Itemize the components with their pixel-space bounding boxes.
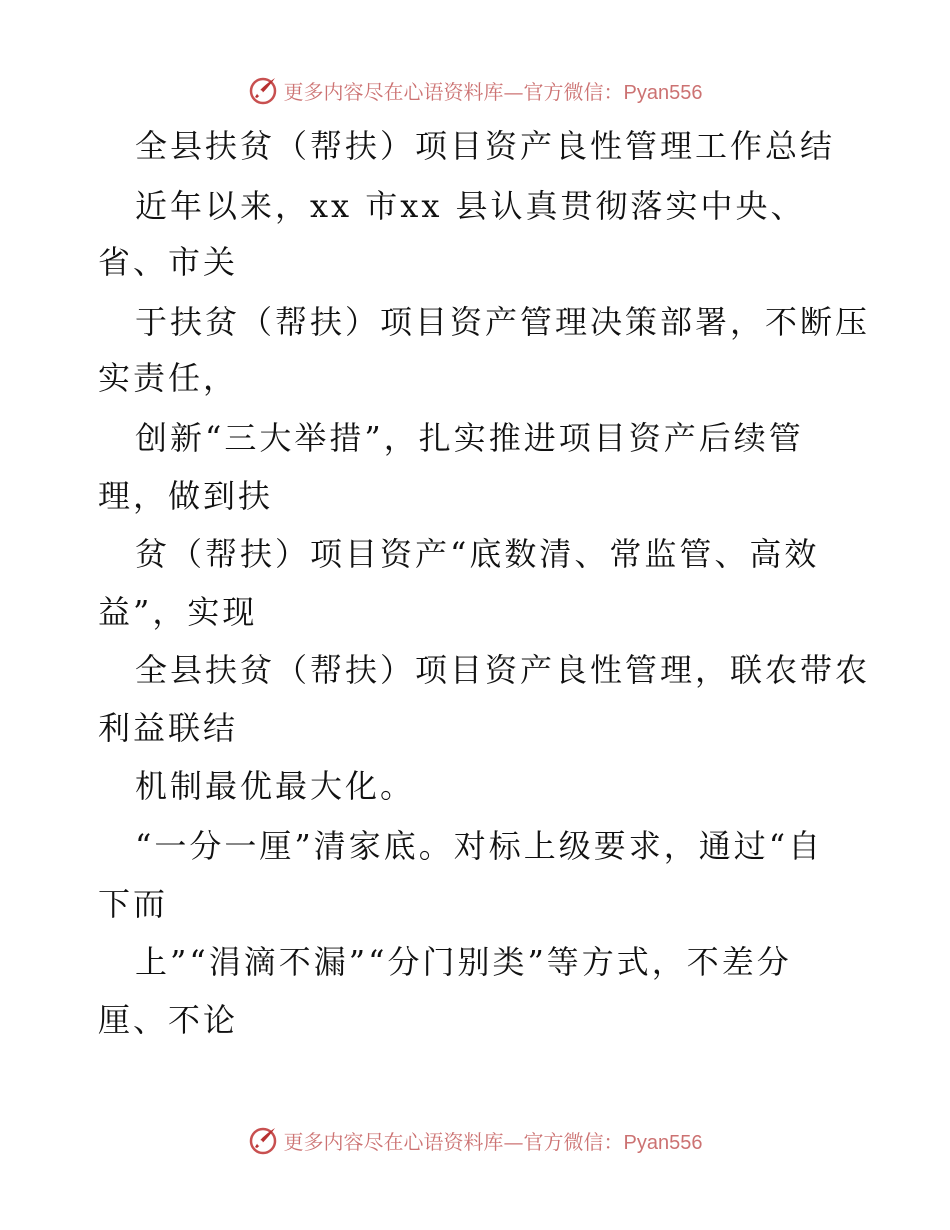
paragraph-line: 益”，实现 [98, 593, 258, 631]
document-title: 全县扶贫（帮扶）项目资产良性管理工作总结 [135, 127, 836, 165]
paragraph-line: 全县扶贫（帮扶）项目资产良性管理，联农带农 [135, 651, 871, 689]
footer-watermark [0, 1120, 950, 1160]
paragraph-line: 下而 [98, 885, 169, 923]
quill-seal-icon [248, 75, 278, 105]
paragraph-line: “一分一厘”清家底。对标上级要求，通过“自 [135, 827, 824, 865]
paragraph-line: 近年以来，xx 市xx 县认真贯彻落实中央、 [135, 187, 806, 225]
watermark-wechat-id: Pyan556 [623, 81, 703, 104]
watermark-text: 更多内容尽在心语资料库—官方微信：Pyan556 [283, 79, 703, 104]
header-watermark [0, 70, 950, 110]
paragraph-line: 省、市关 [98, 243, 239, 281]
paragraph-line: 利益联结 [98, 709, 239, 747]
watermark-text: 更多内容尽在心语资料库—官方微信：Pyan556 [283, 1129, 703, 1154]
paragraph-line: 上”“涓滴不漏”“分门别类”等方式，不差分 [135, 943, 792, 981]
paragraph-line: 厘、不论 [98, 1001, 239, 1039]
paragraph-line: 于扶贫（帮扶）项目资产管理决策部署，不断压 [135, 303, 871, 341]
paragraph-line: 创新“三大举措”，扎实推进项目资产后续管 [135, 419, 804, 457]
quill-seal-icon [248, 1125, 278, 1155]
paragraph-line: 机制最优最大化。 [135, 767, 416, 805]
paragraph-line: 理，做到扶 [98, 477, 274, 515]
watermark-wechat-id: Pyan556 [623, 1131, 703, 1154]
paragraph-line: 实责任， [98, 359, 239, 397]
paragraph-line: 贫（帮扶）项目资产“底数清、常监管、高效 [135, 535, 820, 573]
